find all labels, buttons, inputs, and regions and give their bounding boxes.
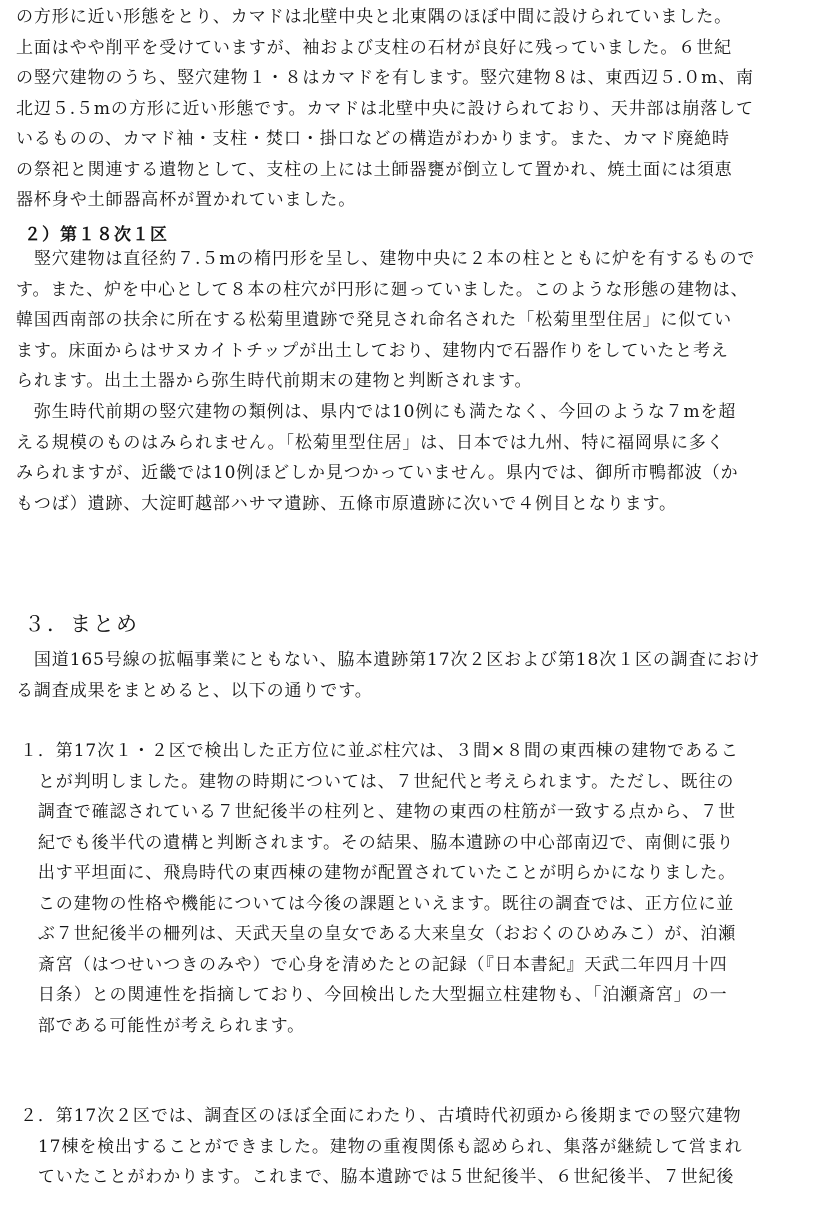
text-line: ていたことがわかります。これまで、脇本遺跡では５世紀後半、６世紀後半、７世紀後 bbox=[20, 1167, 735, 1187]
text-line: える規模のものはみられません。「松菊里型住居」は、日本では九州、特に福岡県に多く bbox=[16, 432, 725, 453]
text-line: 韓国西南部の扶余に所在する松菊里遺跡で発見され命名された「松菊里型住居」に似てい bbox=[16, 310, 732, 330]
text-line: 出す平坦面に、飛鳥時代の東西棟の建物が配置されていたことが明らかになりました。 bbox=[20, 863, 736, 883]
text-line: 17棟を検出することができました。建物の重複関係も認められ、集落が継続して営まれ bbox=[20, 1136, 743, 1157]
text-line: る調査成果をまとめると、以下の通りです。 bbox=[16, 680, 373, 701]
section-2-heading: ２）第１８次１区 bbox=[24, 225, 168, 245]
text-line: 紀でも後半代の遺構と判断されます。その結果、脇本遺跡の中心部南辺で、南側に張り bbox=[20, 832, 735, 853]
text-line: 調査で確認されている７世紀後半の柱列と、建物の東西の柱筋が一致する点から、７世 bbox=[20, 802, 736, 822]
text-line: この建物の性格や機能については今後の課題といえます。既往の調査では、正方位に並 bbox=[20, 893, 735, 914]
section-3-intro bbox=[16, 645, 760, 706]
text-line: 器杯身や土師器高杯が置かれていました。 bbox=[16, 190, 357, 210]
section-2-paragraph-1 bbox=[16, 244, 755, 397]
text-line: とが判明しました。建物の時期については、７世紀代と考えられます。ただし、既往の bbox=[20, 771, 735, 792]
text-line: の竪穴建物のうち、竪穴建物１・８はカマドを有します。竪穴建物８は、東西辺５.０m、南 bbox=[16, 68, 754, 88]
summary-item-1 bbox=[20, 736, 739, 1041]
intro-paragraph bbox=[16, 2, 754, 216]
text-line: の祭祀と関連する遺物として、支柱の上には土師器甕が倒立して置かれ、焼土面には須恵 bbox=[16, 159, 733, 180]
text-line: 竪穴建物は直径約７.５mの楕円形を呈し、建物中央に２本の柱とともに炉を有するもので bbox=[16, 249, 756, 269]
text-line: ます。床面からはサヌカイトチップが出土しており、建物内で石器作りをしていたと考え bbox=[16, 340, 729, 361]
text-line: 上面はやや削平を受けていますが、袖および支柱の石材が良好に残っていました。６世紀 bbox=[16, 37, 732, 58]
section-3-heading: ３．まとめ bbox=[24, 612, 139, 636]
text-line: もつば）遺跡、大淀町越部ハサマ遺跡、五條市原遺跡に次いで４例目となります。 bbox=[16, 493, 677, 514]
text-line: の方形に近い形態をとり、カマドは北壁中央と北東隅のほぼ中間に設けられていました。 bbox=[16, 7, 732, 27]
text-line: られます。出土土器から弥生時代前期末の建物と判断されます。 bbox=[16, 371, 533, 391]
text-line: 国道165号線の拡幅事業にともない、脇本遺跡第17次２区および第18次１区の調査におけ bbox=[16, 650, 761, 670]
summary-item-2 bbox=[20, 1101, 743, 1193]
text-line: 日条）との関連性を指摘しており、今回検出した大型掘立柱建物も、「泊瀬斎宮」の一 bbox=[20, 985, 728, 1005]
text-line: す。また、炉を中心として８本の柱穴が円形に廻っていました。このような形態の建物は、 bbox=[16, 279, 749, 300]
text-line: 斎宮（はつせいつきのみや）で心身を清めたとの記録（『日本書紀』天武二年四月十四 bbox=[20, 954, 728, 975]
text-line: ぶ７世紀後半の柵列は、天武天皇の皇女である大来皇女（おおくのひめみこ）が、泊瀬 bbox=[20, 924, 736, 944]
text-line: 北辺５.５mの方形に近い形態です。カマドは北壁中央に設けられており、天井部は崩落して bbox=[16, 98, 754, 119]
text-line: ２．第17次２区では、調査区のほぼ全面にわたり、古墳時代初頭から後期までの竪穴建物 bbox=[20, 1106, 742, 1126]
text-line: 部である可能性が考えられます。 bbox=[20, 1015, 306, 1036]
text-line: 弥生時代前期の竪穴建物の類例は、県内では10例にも満たなく、今回のような７mを超 bbox=[16, 402, 737, 422]
text-line: みられますが、近畿では10例ほどしか見つかっていません。県内では、御所市鴨都波（か bbox=[16, 463, 739, 483]
section-2-paragraph-2 bbox=[16, 397, 739, 519]
text-line: いるものの、カマド袖・支柱・焚口・掛口などの構造がわかります。また、カマド廃絶時 bbox=[16, 129, 730, 149]
text-line: １．第17次１・２区で検出した正方位に並ぶ柱穴は、３間×８間の東西棟の建物であるこ bbox=[20, 741, 739, 761]
